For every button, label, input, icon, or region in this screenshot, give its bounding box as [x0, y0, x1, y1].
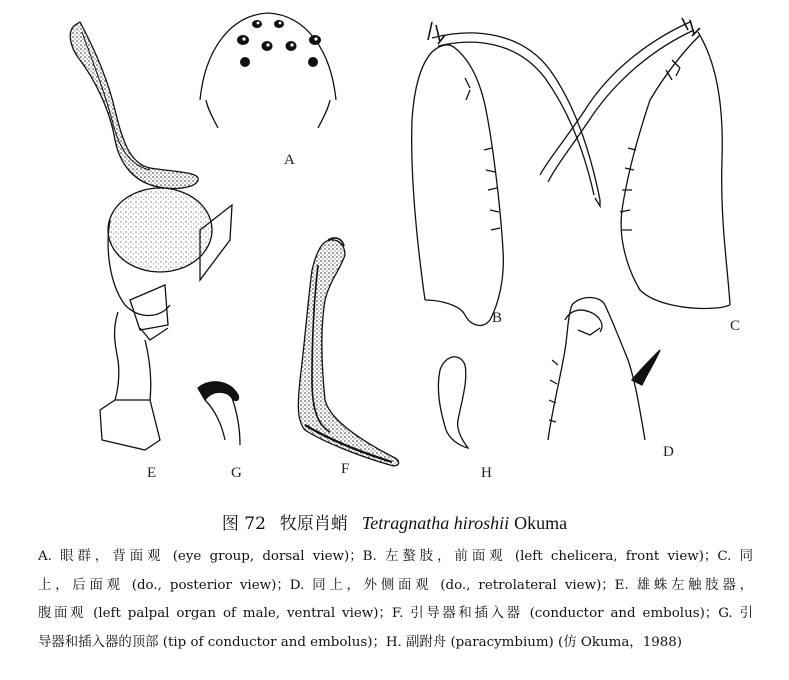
panel-b-chelicera-front [412, 22, 600, 325]
panel-f-conductor-embolus [298, 238, 398, 466]
panel-label-c: C [730, 318, 741, 334]
caption-line-4: 导器和插入器的顶部 (tip of conductor and embolus)；H. 副跗舟 (paracymbium) (仿 Okuma，1988) [38, 634, 682, 650]
caption-line-2: 上，后面观 (do., posterior view)；D. 同上，外侧面观 (do., retrolateral view)；E. 雄蛛左触肢器， [38, 577, 753, 593]
panel-label-h: H [481, 465, 492, 481]
panel-label-d: D [663, 444, 674, 460]
panel-label-g: G [231, 465, 242, 481]
figure-caption-title [0, 509, 789, 534]
caption-line-1: A. 眼群，背面观 (eye group, dorsal view)；B. 左螯肢，前面观 (left chelicera, front view)；C. 同 [38, 549, 753, 564]
panel-h-paracymbium [438, 357, 468, 448]
panel-a-eye-group [200, 13, 336, 128]
panel-d-chelicera-retrolateral [548, 298, 660, 441]
species-scientific-name: Tetragnatha hiroshii [361, 513, 510, 533]
panel-c-chelicera-posterior [540, 18, 730, 308]
panel-g-tip [198, 382, 240, 445]
species-chinese-name: 牧原肖蛸 [279, 514, 348, 534]
caption-line-3: 腹面观 (left palpal organ of male, ventral view)；F. 引导器和插入器 (conductor and embolus)；G. 引 [38, 606, 753, 621]
figure-number: 图 72 [221, 514, 266, 534]
figure-caption-body [38, 543, 753, 657]
panel-label-e: E [147, 465, 157, 481]
panel-label-f: F [341, 461, 350, 477]
panel-label-a: A [284, 152, 295, 168]
species-author: Okuma [514, 513, 568, 533]
panel-label-b: B [492, 310, 503, 326]
